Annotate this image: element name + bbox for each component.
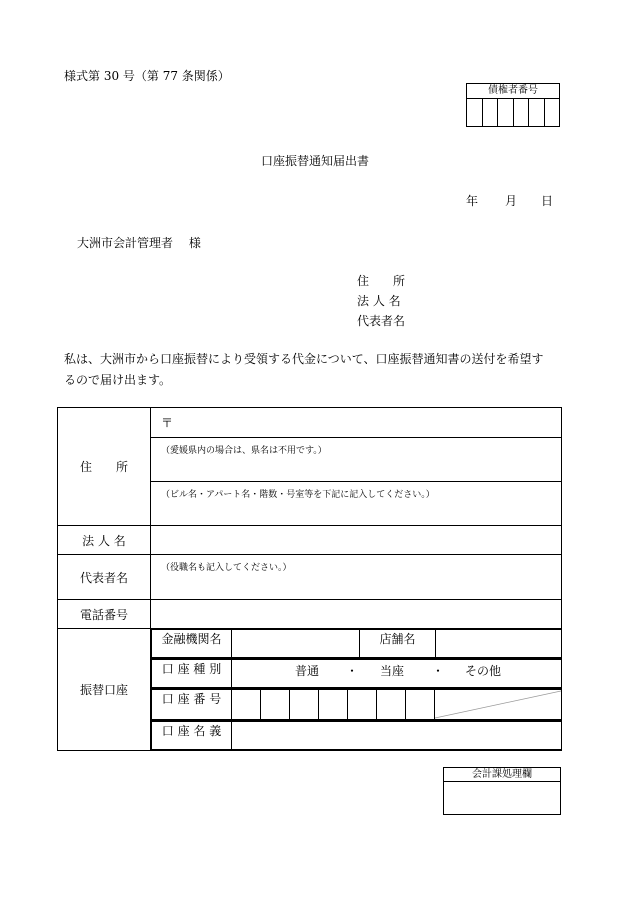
- form-number-label: 様式第 30 号（第 77 条関係）: [64, 69, 230, 83]
- creditor-number-label: 債権者番号: [467, 84, 559, 99]
- building-field[interactable]: [151, 482, 562, 526]
- postal-mark: 〒: [161, 416, 174, 430]
- bank-name-field[interactable]: [232, 630, 360, 658]
- diagonal-strike: [435, 690, 561, 719]
- corp-name-label: 法 人 名: [58, 526, 151, 555]
- account-digit-cell[interactable]: [290, 690, 319, 720]
- statement-line-1: 私は、大洲市から口座振替により受領する代金について、口座振替通知書の送付を希望す: [64, 352, 544, 366]
- creditor-number-box: [466, 83, 560, 127]
- date-month: 月: [505, 194, 518, 208]
- address-field[interactable]: [151, 438, 562, 482]
- account-holder-field[interactable]: [232, 722, 562, 750]
- date-year: 年: [466, 194, 479, 208]
- creditor-digit-cell[interactable]: [545, 99, 560, 127]
- account-digit-cell[interactable]: [261, 690, 290, 720]
- postal-code-field[interactable]: [151, 408, 562, 438]
- application-table: [57, 407, 562, 751]
- account-type-label: 口 座 種 別: [152, 660, 232, 688]
- applicant-corp-label: 法 人 名: [357, 294, 401, 308]
- office-use-label: 会計課処理欄: [444, 768, 560, 782]
- document-title: 口座振替通知届出書: [260, 154, 369, 168]
- account-holder-label: 口 座 名 義: [152, 722, 232, 750]
- account-number-unused-area: [435, 690, 562, 720]
- creditor-digit-cell[interactable]: [514, 99, 530, 127]
- building-note: （ビル名・アパート名・階数・号室等を下記に記入してください。）: [161, 490, 435, 500]
- statement-line-2: るので届け出ます。: [64, 373, 172, 387]
- account-number-label: 口 座 番 号: [152, 690, 232, 720]
- addressee: 大洲市会計管理者 様: [77, 236, 201, 250]
- date-day: 日: [541, 194, 554, 208]
- representative-label: 代表者名: [58, 555, 151, 600]
- account-digit-cell[interactable]: [319, 690, 348, 720]
- account-type-other[interactable]: その他: [465, 664, 502, 678]
- address-note: （愛媛県内の場合は、県名は不用です。）: [161, 446, 327, 456]
- corp-name-field[interactable]: [151, 526, 562, 555]
- creditor-digit-cell[interactable]: [467, 99, 483, 127]
- account-digit-cell[interactable]: [406, 690, 435, 720]
- branch-name-label: 店舗名: [360, 630, 436, 658]
- account-type-ordinary[interactable]: 普通: [295, 664, 320, 678]
- account-digit-cell[interactable]: [348, 690, 377, 720]
- account-type-separator: ・: [432, 664, 445, 678]
- applicant-rep-label: 代表者名: [357, 314, 406, 328]
- account-type-current[interactable]: 当座: [380, 664, 405, 678]
- account-type-separator: ・: [346, 664, 359, 678]
- creditor-digit-cell[interactable]: [483, 99, 499, 127]
- creditor-digit-cell[interactable]: [498, 99, 514, 127]
- branch-name-field[interactable]: [436, 630, 562, 658]
- bank-name-label: 金融機関名: [152, 630, 232, 658]
- phone-label: 電話番号: [58, 600, 151, 629]
- creditor-digit-cell[interactable]: [529, 99, 545, 127]
- applicant-address-label: 住 所: [357, 274, 406, 288]
- office-use-box: [443, 767, 561, 815]
- account-digit-cell[interactable]: [232, 690, 261, 720]
- phone-field[interactable]: [151, 600, 562, 629]
- account-digit-cell[interactable]: [377, 690, 406, 720]
- transfer-account-label: 振替口座: [58, 629, 151, 751]
- address-label: 住 所: [58, 408, 151, 526]
- representative-field[interactable]: [151, 555, 562, 600]
- representative-note: （役職名も記入してください。）: [161, 563, 292, 573]
